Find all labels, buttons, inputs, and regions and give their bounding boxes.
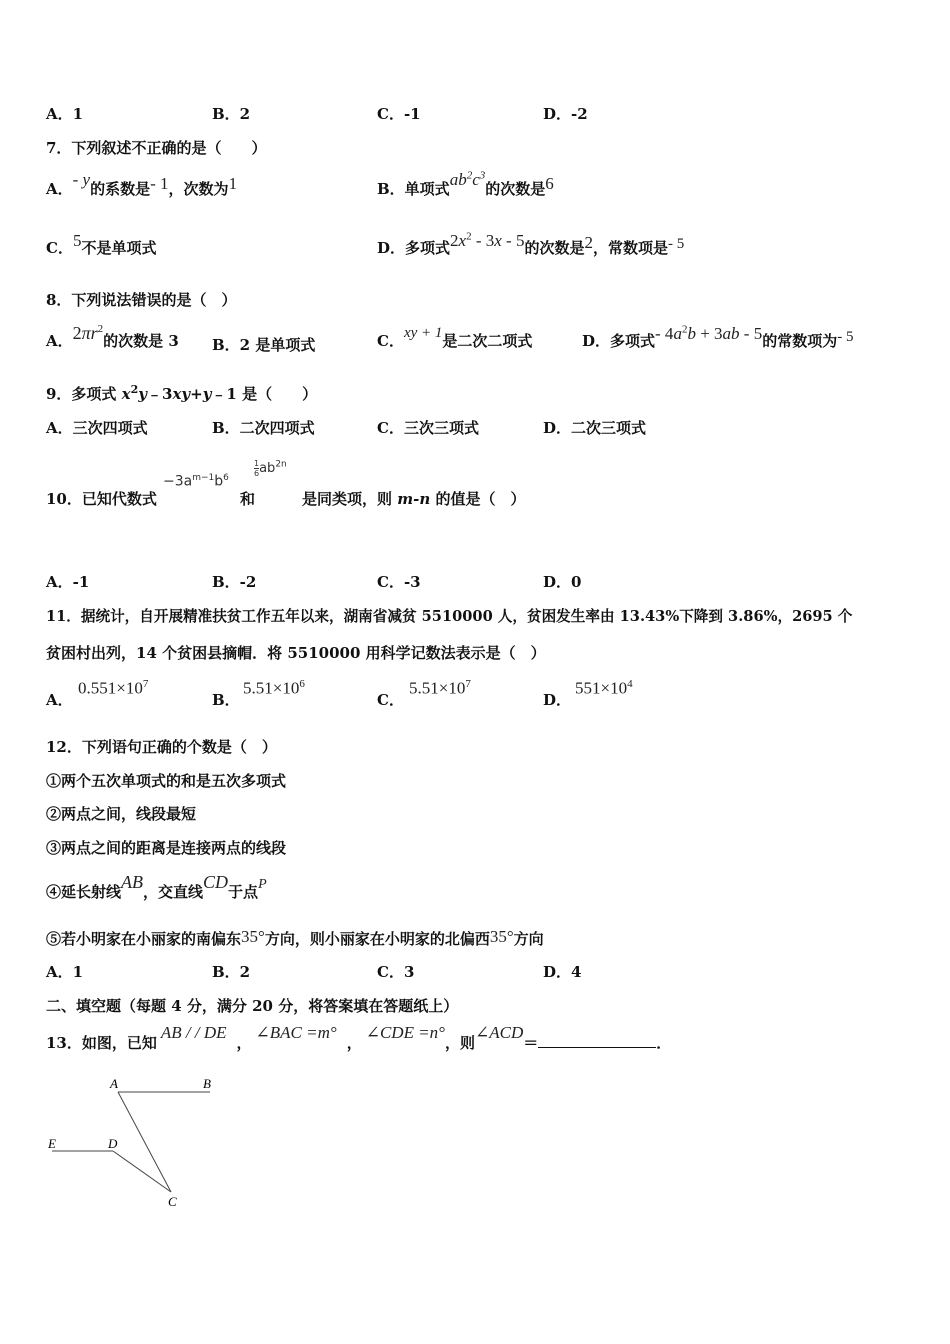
q7-option-d xyxy=(377,230,685,258)
q8-option-c xyxy=(377,325,533,351)
q7-a-text1: 的系数是 xyxy=(90,180,151,198)
q12-statement-3: ③两点之间的距离是连接两点的线段 xyxy=(46,839,287,857)
q7-d-value1: 2 xyxy=(584,233,593,252)
q11-option-a-value: $0.551\times 10^7$ xyxy=(78,678,149,698)
q8-option-a xyxy=(46,323,179,351)
q13-answer-blank[interactable] xyxy=(538,1033,656,1048)
q6-option-d: D．-2 xyxy=(543,105,588,123)
point-d-label: D xyxy=(108,1136,118,1151)
q7-option-c xyxy=(46,231,157,258)
q8-stem: 8．下列说法错误的是（ ） xyxy=(46,291,237,309)
q7-a-value2: 1 xyxy=(228,174,238,193)
q7-a-expr: - y xyxy=(72,170,91,189)
q7-c-value: 5 xyxy=(72,231,82,250)
q12-statement-2: ②两点之间，线段最短 xyxy=(46,805,197,823)
q10-option-d: D．0 xyxy=(543,573,582,591)
q10-mn: m-n xyxy=(397,490,431,508)
q13-parallel: AB / / DE xyxy=(160,1023,227,1042)
q7-b-expr: $ab^2c^3$ xyxy=(449,169,486,189)
q8-d-expr: - $4a^2b + 3ab - 5$ xyxy=(655,323,763,343)
q12-option-a: A．1 xyxy=(46,963,84,981)
point-b-label: B xyxy=(203,1076,211,1091)
q11-option-d-label: D． xyxy=(543,691,572,709)
q8-a-label: A． xyxy=(46,332,73,350)
q10-stem-post-text: 是同类项，则 xyxy=(302,490,398,508)
q9-option-d: D．二次三项式 xyxy=(543,419,647,437)
point-e-label: E xyxy=(48,1136,56,1151)
q9-option-a: A．三次四项式 xyxy=(46,419,148,437)
q12-statement-5: ⑤若小明家在小丽家的南偏东35°方向，则小丽家在小明家的北偏西35°方向 xyxy=(46,927,544,948)
q7-option-b xyxy=(377,169,554,199)
q11-option-d-value: $551\times 10^4$ xyxy=(575,678,633,698)
q10-stem-post xyxy=(302,488,525,509)
q8-d-value: - 5 xyxy=(837,329,854,345)
section-2-heading: 二、填空题（每题 4 分，满分 20 分，将答案填在答题纸上） xyxy=(46,997,459,1015)
q13-angle-cde: ∠CDE =n° xyxy=(365,1023,445,1042)
q13-figure xyxy=(40,1070,240,1220)
q13-angle-bac: ∠BAC =m° xyxy=(255,1023,337,1042)
q8-a-text: 的次数是 3 xyxy=(103,332,179,350)
q12-line-cd: CD xyxy=(203,872,229,892)
q13-angle-acd: ∠ACD xyxy=(474,1023,524,1042)
q7-a-value1: - 1 xyxy=(150,174,169,193)
q12-option-d: D．4 xyxy=(543,963,582,981)
point-c-label: C xyxy=(168,1194,177,1209)
q7-option-a xyxy=(46,170,238,199)
q9-expr: $x^2y﹣3xy+y﹣1$ xyxy=(121,383,237,403)
q11-option-c-label: C． xyxy=(377,691,404,709)
q8-option-b: B．2 是单项式 xyxy=(212,336,316,354)
q11-option-c-value: $5.51\times 10^7$ xyxy=(409,678,471,698)
q7-a-text2: ，次数为 xyxy=(168,180,229,198)
q8-a-expr: $2\pi r^2$ xyxy=(72,323,104,343)
q7-d-expr: $2x^2 - 3x - 5$ xyxy=(450,230,525,250)
q7-b-label: B．单项式 xyxy=(377,180,450,198)
q12-stem: 12．下列语句正确的个数是（ ） xyxy=(46,738,277,756)
q7-d-text2: ，常数项是 xyxy=(592,239,668,257)
q10-option-b: B．-2 xyxy=(212,573,257,591)
q7-d-text1: 的次数是 xyxy=(524,239,585,257)
q10-and: 和 xyxy=(240,490,256,508)
q7-stem: 7．下列叙述不正确的是（ ） xyxy=(46,139,267,157)
q12-option-b: B．2 xyxy=(212,963,251,981)
segment-ac xyxy=(118,1092,171,1192)
q10-stem-pre: 10．已知代数式 xyxy=(46,490,157,508)
q6-option-b: B．2 xyxy=(212,105,251,123)
q8-option-d xyxy=(582,323,854,351)
q10-expr1: $-3a^{m-1}b^6$ xyxy=(163,473,229,490)
q10-option-a: A．-1 xyxy=(46,573,90,591)
q12-point-p: P xyxy=(258,877,267,892)
q8-d-label: D．多项式 xyxy=(582,332,656,350)
q11-option-b-label: B． xyxy=(212,691,240,709)
q12-ray-ab: AB xyxy=(121,872,144,892)
q8-c-text: 是二次二项式 xyxy=(442,332,533,350)
q11-option-b-value: $5.51\times 10^6$ xyxy=(243,678,305,698)
q10-stem-end: 的值是（ ） xyxy=(430,490,526,508)
segment-dc xyxy=(113,1151,171,1192)
q11-option-a-label: A． xyxy=(46,691,73,709)
q12-degree-1: 35° xyxy=(241,927,265,946)
q12-statement-1: ①两个五次单项式的和是五次多项式 xyxy=(46,772,287,790)
point-a-label: A xyxy=(110,1076,118,1091)
q7-c-label: C． xyxy=(46,239,73,257)
q11-line2: 贫困村出列，14 个贫困县摘帽．将 5510000 用科学记数法表示是（ ） xyxy=(46,644,546,662)
q7-b-value1: 6 xyxy=(545,174,554,193)
q6-option-a: A．1 xyxy=(46,105,84,123)
q9-option-b: B．二次四项式 xyxy=(212,419,315,437)
q8-d-text: 的常数项为 xyxy=(762,332,838,350)
q7-d-value2: - 5 xyxy=(667,236,685,252)
q7-d-label: D．多项式 xyxy=(377,239,451,257)
q8-c-label: C． xyxy=(377,332,404,350)
q13-stem: 13．如图，已知AB / / DE，∠BAC =m°，∠CDE =n°，则∠ACD＝ ． xyxy=(46,1023,672,1052)
q12-option-c: C．3 xyxy=(377,963,415,981)
q12-degree-2: 35° xyxy=(489,927,514,946)
q9-stem xyxy=(46,383,317,404)
q9-stem-post: 是（ ） xyxy=(242,385,318,403)
q9-stem-pre: 9．多项式 xyxy=(46,385,122,403)
q9-option-c: C．三次三项式 xyxy=(377,419,479,437)
q6-option-c: C．-1 xyxy=(377,105,421,123)
q7-a-label: A． xyxy=(46,180,73,198)
q10-expr2: $\frac{1}{6}$ $ab^{2n}$ xyxy=(254,459,287,478)
q12-statement-4: ④延长射线AB，交直线CD于点P xyxy=(46,872,267,901)
q7-c-text: 不是单项式 xyxy=(81,239,157,257)
q8-c-expr: xy + 1 xyxy=(403,325,443,341)
q11-line1: 11．据统计，自开展精准扶贫工作五年以来，湖南省减贫 5510000 人，贫困发生率由 13.43%下降到 3.86%，2695 个 xyxy=(46,608,853,625)
q10-option-c: C．-3 xyxy=(377,573,421,591)
q7-b-text1: 的次数是 xyxy=(485,180,546,198)
